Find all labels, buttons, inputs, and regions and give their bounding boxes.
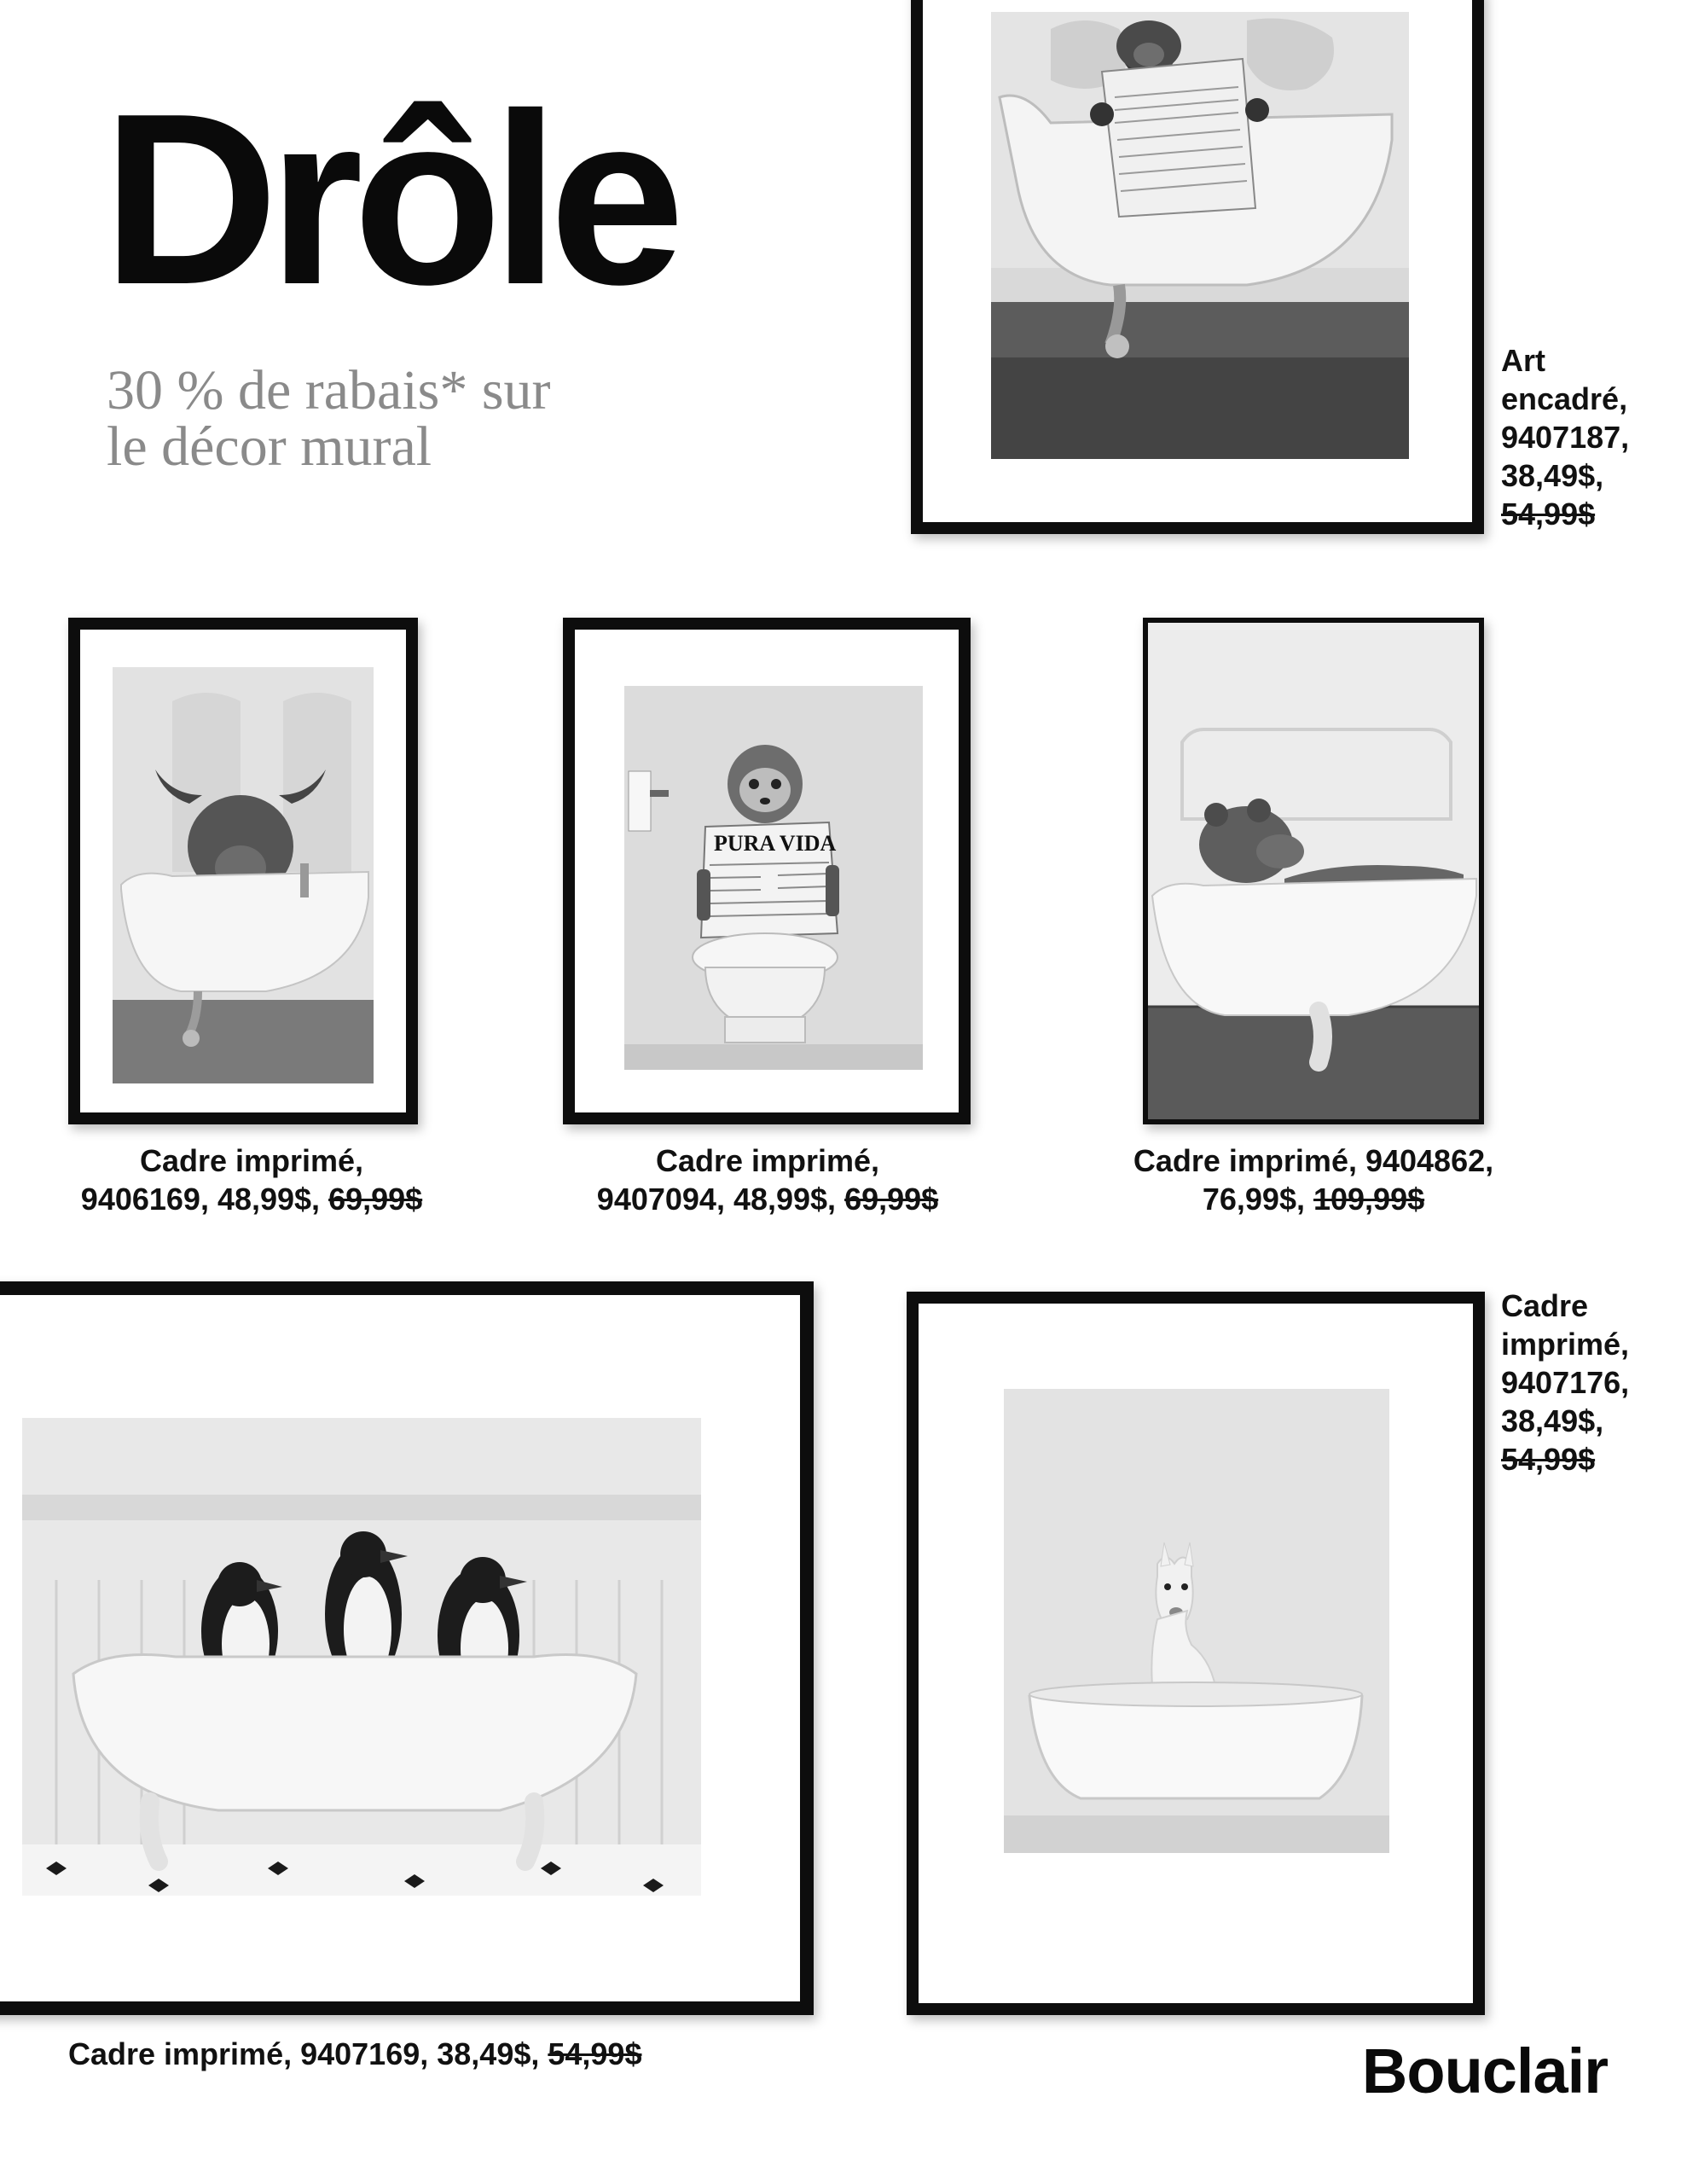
product-frame-sloth[interactable] <box>563 618 971 1124</box>
old-price: 54,99$ <box>1501 497 1596 531</box>
caption-product-2: Cadre imprimé, 9406169, 48,99$, 69,99$ <box>80 1143 423 1217</box>
caption-product-5: Cadre imprimé, 9407169, 38,49$, 54,99$ <box>68 2036 642 2071</box>
brand-logo[interactable]: Bouclair <box>1361 2036 1608 2106</box>
caption-product-4: Cadre imprimé, 9404862, 76,99$, 109,99$ <box>1133 1143 1494 1217</box>
product-frame-cow[interactable] <box>68 618 418 1124</box>
page-title: Drôle <box>102 62 675 335</box>
photo-monkey-bathtub <box>991 12 1409 459</box>
old-price: 69,99$ <box>328 1182 423 1217</box>
caption-product-3: Cadre imprimé, 9407094, 48,99$, 69,99$ <box>596 1143 939 1217</box>
photo-penguins-bathtub <box>22 1418 701 1896</box>
photo-sloth-toilet <box>624 686 923 1070</box>
photo-llama-bathtub <box>1004 1389 1389 1853</box>
caption-product-6: Cadre imprimé, 9407176, 38,49$, 54,99$ <box>1501 1288 1630 1477</box>
newspaper-headline: PURA VIDA <box>714 831 837 856</box>
product-frame-llama[interactable] <box>907 1292 1485 2015</box>
product-frame-penguins[interactable] <box>0 1281 814 2015</box>
photo-cow-bathtub <box>113 667 374 1083</box>
photo-bear-bathtub <box>1148 623 1479 1119</box>
old-price: 54,99$ <box>548 2036 642 2071</box>
old-price: 109,99$ <box>1313 1182 1425 1217</box>
caption-product-1: Art encadré, 9407187, 38,49$, 54,99$ <box>1501 343 1630 531</box>
promo-subtitle: 30 % de rabais* sur le décor mural <box>107 359 551 478</box>
old-price: 69,99$ <box>844 1182 939 1217</box>
old-price: 54,99$ <box>1501 1442 1596 1477</box>
product-frame-monkey[interactable] <box>911 0 1484 534</box>
product-frame-bear[interactable] <box>1143 618 1484 1124</box>
